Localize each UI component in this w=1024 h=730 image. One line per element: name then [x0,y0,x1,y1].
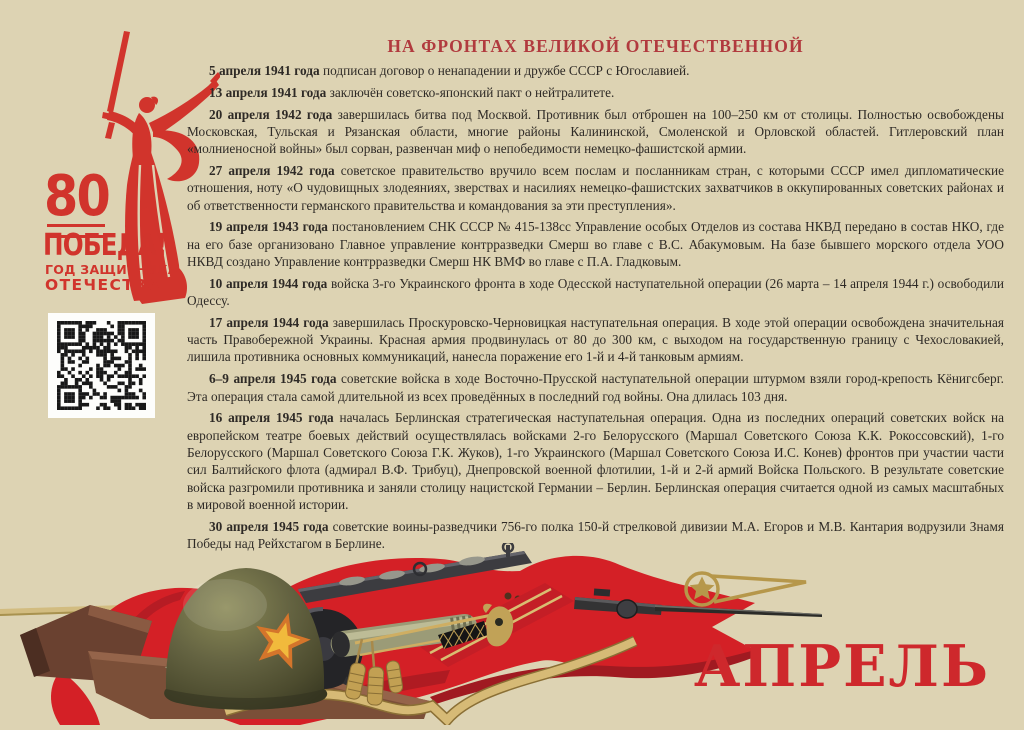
event-entry [187,275,1004,310]
event-date: 6–9 апреля 1945 года [209,371,341,387]
event-text: завершилась Проскуровско-Черновицкая наступательная операция. В ходе этой операции освобождена значительная часть Правобережной Украины. Красная армия продвинулась от 80 до 300 км, с выходом на государственную границу с Чехословакией, лишила противника основных коммуникаций, нанесла поражение его 1-й и 4-й танковым армиям. [187,314,1004,365]
event-text: завершилась битва под Москвой. Противник был отброшен на 100–250 км от столицы. Полностью освобождены Московская, Тульская и Рязанская области, многие районы Калининской, Смоленской и Орловской областей. Гитлеровский план «молниеносной войны» был сорван, развенчан миф о непобедимости немецко-фашистской армии. [187,106,1004,157]
event-entry [187,314,1004,366]
qr-code-image [57,321,146,410]
event-entry [187,370,1004,405]
event-text: советское правительство вручило всем послам и посланникам стран, с которыми СССР имел дипломатические отношения, ноту «О чудовищных злодеяниях, зверствах и насилиях немецко-фашистских захватчиков в оккупированных советских районах и об ответственности германского правительства и командования за эти преступления». [187,162,1005,213]
event-entry [187,409,1004,513]
event-entry [187,84,1004,101]
event-date: 13 апреля 1941 года [209,84,330,100]
events-list [187,62,1004,557]
logo-subtitle-2: ОТЕЧЕСТВА [45,276,161,294]
event-text: советские воины-разведчики 756-го полка 150-й стрелковой дивизии М.А. Егоров и М.В. Кантария водрузили Знамя Победы над Рейхстагом в Берлине. [187,518,1004,551]
footer-illustration [0,543,1024,725]
event-entry [187,162,1004,214]
logo-number: 80 [44,164,110,229]
event-text: заключён советско-японский пакт о нейтралитете. [329,84,615,100]
qr-code [48,313,155,418]
event-date: 17 апреля 1944 года [209,314,333,330]
event-text: войска 3-го Украинского фронта в ходе Одесской наступательной операции (26 марта – 14 апреля 1944 г.) освободили Одессу. [187,275,1004,309]
event-date: 5 апреля 1941 года [209,63,323,78]
event-date: 19 апреля 1943 года [209,219,332,235]
event-entry [187,62,1004,79]
logo-pobeda-label: ПОБЕДА! [43,228,167,263]
event-entry [187,218,1004,270]
event-date: 16 апреля 1945 года [209,410,340,426]
event-text: постановлением СНК СССР № 415-138сс Управление особых Отделов из состава НКВД передано в состав НКО, где на его базе организовано Главное управление контрразведки Смерш во главе с В.С. Абакумовым. На базе бывшего морского отдела УОО НКВД создано Управление контрразведки Смерш НК ВМФ во главе с П.А. Гладковым. [187,219,1004,269]
event-entry [187,106,1004,158]
event-text: советские войска в ходе Восточно-Прусской наступательной операции штурмом взяли город-крепость Кёнигсберг. Эта операция стала самой длительной из всех проведённых в последний год войны. Она длилась 103 дня. [187,371,1004,404]
logo-subtitle-1: ГОД ЗАЩИТНИКА [45,262,178,277]
event-date: 10 апреля 1944 года [209,275,331,291]
month-label: АПРЕЛЬ [694,633,990,700]
event-text: подписан договор о ненападении и дружбе СССР с Югославией. [322,63,690,78]
event-text: началась Берлинская стратегическая наступательная операция. Одна из последних операций советских войск на европейском театре боевых действий осуществлялась войсками 2-го Белорусского (Маршал Советского Союза К.К. Рокоссовский), 1-го Белорусского (Маршал Советского Союза Г.К. Жуков), 1-го Украинского (Маршал Советского Союза И.С. Конев) фронтов при участии части сил Балтийского флота (адмирал В.Ф. Трибуц), Днепровской военной флотилии, 1-й и 2-й армий Войска Польского. В результате советские войска разгромили противника и заняли столицу нацистской Германии – Берлин. Берлинская операция считается одной из самых масштабных в мировой военной истории. [187,410,1004,512]
event-date: 27 апреля 1942 года [209,162,341,178]
event-date: 20 апреля 1942 года [209,106,338,122]
event-date: 30 апреля 1945 года [209,518,333,534]
page-title: НА ФРОНТАХ ВЕЛИКОЙ ОТЕЧЕСТВЕННОЙ [387,36,804,56]
